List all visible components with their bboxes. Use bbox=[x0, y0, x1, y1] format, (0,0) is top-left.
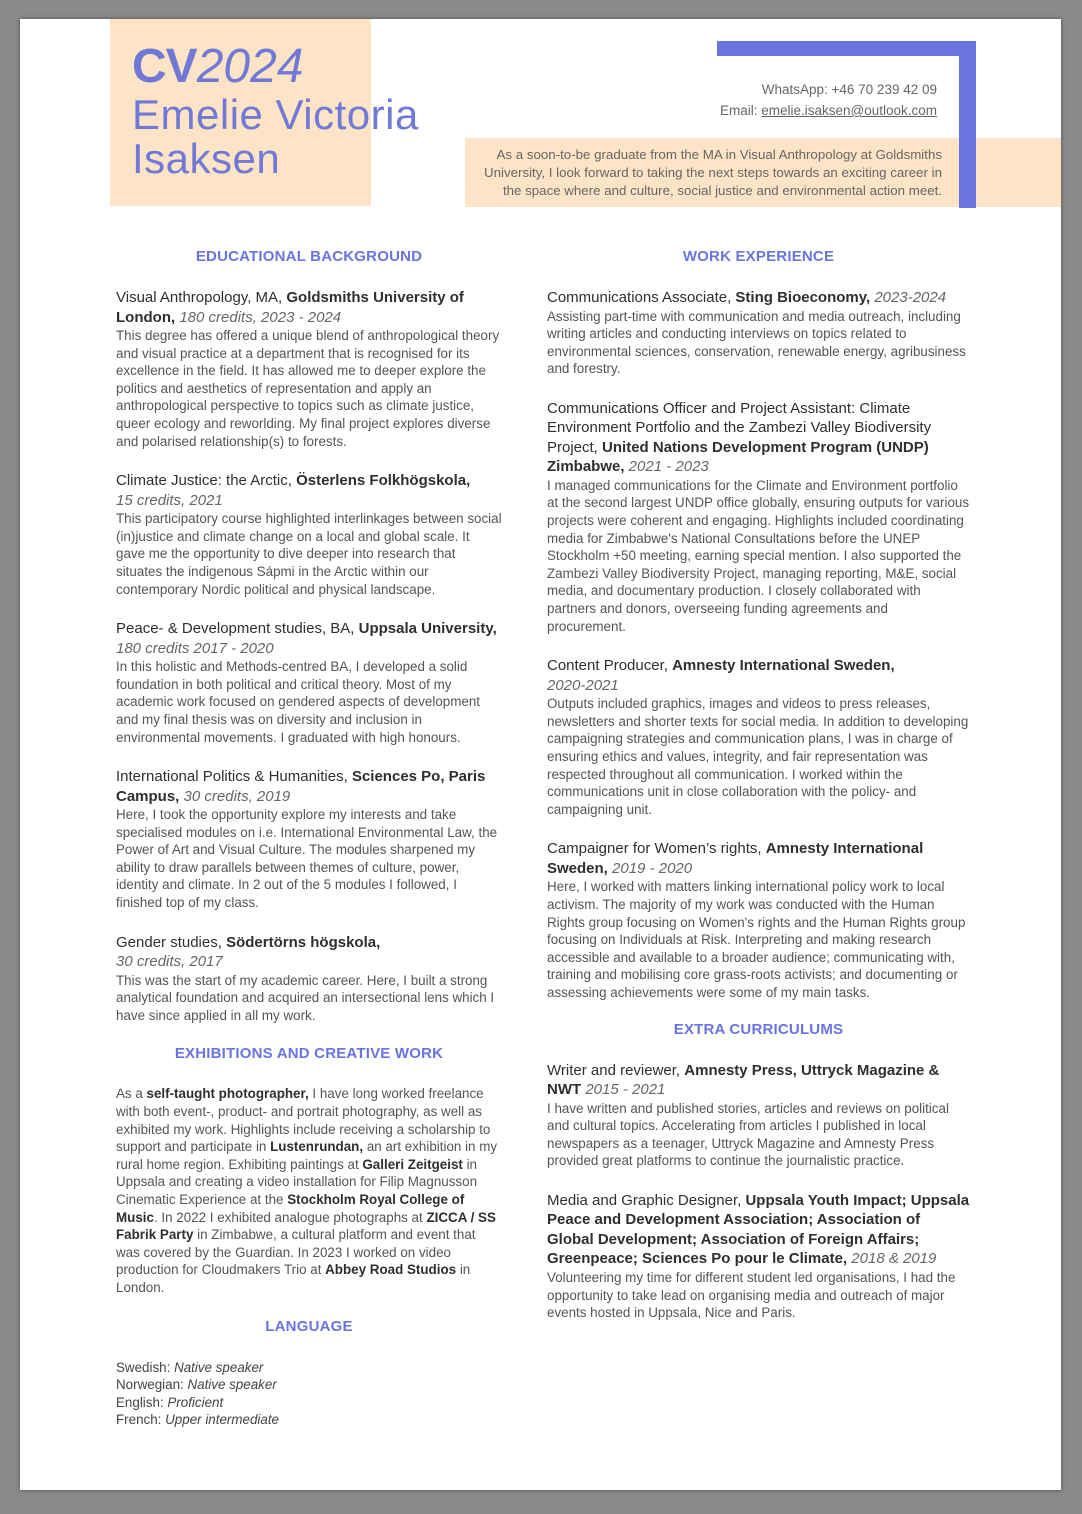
entry-description: I have written and published stories, articles and reviews on political and cultural topics. Accelerating from articles I published in local newspapers as a teenager, Uttryck Magazine and Amnesty Press provided great platforms to continue the journalistic practice. bbox=[547, 1100, 949, 1169]
intro-statement: As a soon-to-be graduate from the MA in Visual Anthropology at Goldsmiths University, I look forward to taking the next steps towards an exciting career in the space where and culture, social justice and environmental action meet. bbox=[484, 147, 942, 198]
work-entry-title bbox=[547, 839, 970, 878]
exhibitions-heading: EXHIBITIONS AND CREATIVE WORK bbox=[174, 1045, 444, 1063]
entry-date: 30 credits, 2019 bbox=[183, 787, 291, 805]
education-list bbox=[116, 288, 502, 1024]
name-line-1: Emelie Victoria bbox=[132, 91, 419, 138]
exhibitions-text bbox=[116, 1085, 502, 1296]
extra-entry bbox=[547, 1191, 970, 1322]
education-entry bbox=[116, 767, 502, 912]
work-entry-title bbox=[547, 399, 970, 477]
contact-info bbox=[720, 79, 937, 121]
entry-date: 2023-2024 bbox=[870, 289, 947, 306]
work-entry bbox=[547, 656, 970, 818]
entry-role: Media and Graphic Designer, bbox=[547, 1191, 746, 1209]
entry-organisation: Amnesty International Sweden, bbox=[672, 657, 895, 675]
language-level: Native speaker bbox=[174, 1359, 264, 1375]
entry-role: Content Producer, bbox=[547, 657, 673, 675]
exhibition-highlight: Lustenrundan, bbox=[270, 1139, 364, 1155]
entry-description: In this holistic and Methods-centred BA, I developed a solid foundation in both political and critical theory. Most of my academic work focused on gendered aspects of development and my final thesis was on diversity and inclusion in environmental movements. I graduated with high honours. bbox=[116, 659, 480, 745]
accent-bar-top bbox=[717, 41, 976, 56]
email-link[interactable]: emelie.isaksen@outlook.com bbox=[761, 103, 937, 118]
education-heading: EDUCATIONAL BACKGROUND bbox=[195, 248, 423, 265]
exhibition-text: in Zimbabwe, a cultural platform and event that was covered by the Guardian. In 2023 I worked on video production for Cloudmakers Trio at bbox=[116, 1227, 476, 1278]
entry-date: 180 credits, 2023 - 2024 bbox=[179, 308, 342, 326]
entry-date: 180 credits 2017 - 2020 bbox=[116, 639, 274, 657]
entry-organisation: United Nations Development Program (UNDP) bbox=[602, 438, 929, 456]
whatsapp-number: WhatsApp: +46 70 239 42 09 bbox=[761, 82, 937, 97]
exhibition-highlight: self-taught photographer, bbox=[146, 1086, 309, 1102]
education-entry bbox=[116, 471, 502, 598]
work-entry-title bbox=[547, 288, 970, 308]
entry-description: Outputs included graphics, images and videos to press releases, newsletters and shorter texts for social media. In addition to developing campaigning strategies and communication plans, I was in charge of ensuring ethics and values, integrity, and fair representation was respected throughout all communication. I worked within the communications unit in close collaboration with the policy- and campaigning unit. bbox=[547, 696, 969, 817]
entry-role: Communications Officer and Project Assistant: Climate Environment Portfolio and the Zambezi Valley Biodiversity Project, bbox=[547, 399, 932, 456]
cv-page bbox=[20, 19, 1061, 1490]
cv-title bbox=[132, 41, 303, 93]
exhibition-text: . In 2022 I exhibited analogue photographs at bbox=[153, 1209, 427, 1225]
education-entry-title bbox=[116, 471, 502, 510]
work-entry-title bbox=[547, 656, 970, 695]
work-list bbox=[547, 288, 970, 1002]
entry-role: Visual Anthropology, MA, bbox=[116, 289, 287, 306]
entry-organisation: Amnesty Press, Uttryck Magazine & NWT bbox=[547, 1061, 940, 1099]
entry-role: Gender studies, bbox=[116, 933, 227, 951]
extra-entry-title bbox=[547, 1061, 970, 1100]
accent-bar-right bbox=[959, 41, 976, 208]
exhibition-text: in Uppsala and creating a video installation for Filip Magnusson Cinematic Experience at the bbox=[116, 1156, 478, 1207]
entry-date: 30 credits, 2017 bbox=[116, 953, 223, 971]
entry-description: This was the start of my academic career. Here, I built a strong analytical foundation and acquired an intersectional lens which I have since applied in all my work. bbox=[116, 972, 495, 1023]
entry-role: Writer and reviewer, bbox=[547, 1061, 685, 1079]
exhibition-text: an art exhibition in my rural home region. Exhibiting paintings at bbox=[116, 1139, 498, 1172]
entry-description: This degree has offered a unique blend of anthropological theory and visual practice at a department that is recognised for its excellence in the field. It has allowed me to deeper explore the politics and aesthetics of representation and apply an anthropological perspective to topics such as climate justice, queer ecology and reworlding. My final project explores diverse and polarised relationship(s) to forests. bbox=[116, 328, 500, 449]
entry-organisation: Uppsala University, bbox=[358, 620, 497, 638]
language-name: French: bbox=[116, 1412, 166, 1428]
name-line-2: Isaksen bbox=[132, 135, 281, 182]
email-line bbox=[720, 100, 937, 121]
language-level: Upper intermediate bbox=[165, 1412, 280, 1428]
work-entry bbox=[547, 399, 970, 635]
entry-role: International Politics & Humanities, bbox=[116, 768, 352, 786]
language-level: Native speaker bbox=[187, 1377, 277, 1393]
entry-description: I managed communications for the Climate and Environment portfolio at the second largest UNDP office globally, ensuring outputs for various projects were coherent and engaging. Highlights included coordinating media for Zimbabwe's National Consultations before the UNEP Stockholm +50 meeting, earning special mention. I also supported the Zambezi Valley Biodiversity Project, managing reporting, M&E, social media, and documentary production. I closely collaborated with partners and donors, overseeing funding agreements and procurement. bbox=[547, 477, 970, 634]
exhibition-text: in London. bbox=[116, 1262, 471, 1295]
education-entry bbox=[116, 933, 502, 1025]
education-entry bbox=[116, 619, 502, 746]
extra-entry-title bbox=[547, 1191, 970, 1269]
entry-date: 2021 - 2023 bbox=[624, 458, 709, 476]
entry-organisation-location: Zimbabwe, bbox=[547, 458, 625, 476]
entry-role: Peace- & Development studies, BA, bbox=[116, 620, 359, 638]
education-entry-title bbox=[116, 288, 502, 327]
right-column bbox=[547, 247, 970, 1322]
language-item bbox=[116, 1394, 502, 1412]
entry-date: 2018 & 2019 bbox=[847, 1250, 937, 1268]
entry-organisation: Uppsala Youth Impact; Uppsala Peace and Development Association; Association of Global Development; Association of Foreign Affairs; Greenpeace; Sciences Po pour le Climate, bbox=[547, 1191, 970, 1268]
language-item bbox=[116, 1376, 502, 1394]
entry-description: Assisting part-time with communication and media outreach, including writing articles and conducting interviews on topics related to environmental sciences, conservation, renewable energy, agribusiness and forestry. bbox=[547, 308, 966, 377]
exhibition-highlight: ZICCA / SS Fabrik Party bbox=[116, 1209, 496, 1243]
entry-description: This participatory course highlighted interlinkages between social (in)justice and climate change on a local and global scale. It gave me the opportunity to dive deeper into research that situates the indigenous Sápmi in the Arctic within our contemporary Nordic political and physical landscape. bbox=[116, 511, 502, 597]
exhibition-text: As a bbox=[116, 1086, 147, 1102]
extra-entry bbox=[547, 1061, 970, 1170]
entry-description: Volunteering my time for different student led organisations, I had the opportunity to take lead on organising media and outreach of major events hosted in Uppsala, Nice and Paris. bbox=[547, 1269, 956, 1321]
cv-year: 2024 bbox=[196, 40, 304, 93]
entry-description: Here, I took the opportunity explore my interests and take specialised modules on i.e. International Environmental Law, the Power of Art and Visual Culture. The modules sharpened my ability to draw parallels between themes of culture, power, identity and climate. In 2 out of the 5 modules I followed, I finished top of my class. bbox=[116, 807, 498, 911]
language-heading: LANGUAGE bbox=[265, 1317, 353, 1335]
left-column bbox=[116, 247, 502, 1429]
work-entry bbox=[547, 288, 970, 378]
entry-role: Campaigner for Women’s rights, bbox=[547, 840, 766, 858]
entry-date: 2020-2021 bbox=[547, 676, 619, 694]
work-heading: WORK EXPERIENCE bbox=[682, 248, 835, 265]
language-item bbox=[116, 1411, 502, 1429]
language-item bbox=[116, 1359, 502, 1377]
entry-organisation: Sciences Po, Paris Campus, bbox=[116, 768, 486, 805]
entry-organisation: Österlens Folkhögskola, bbox=[296, 472, 471, 490]
language-list bbox=[116, 1359, 502, 1429]
entry-date: 2019 - 2020 bbox=[607, 859, 693, 877]
entry-date: 2015 - 2021 bbox=[581, 1081, 666, 1099]
entry-organisation: Södertörns högskola, bbox=[226, 933, 381, 951]
cv-label: CV bbox=[132, 40, 197, 93]
exhibition-highlight: Galleri Zeitgeist bbox=[362, 1156, 463, 1172]
person-name bbox=[132, 93, 419, 181]
entry-organisation: Sting Bioeconomy, bbox=[735, 289, 871, 306]
exhibition-highlight: Stockholm Royal College of Music bbox=[116, 1192, 465, 1225]
email-label: Email: bbox=[719, 103, 762, 118]
exhibition-text: I have long worked freelance with both event-, product- and portrait photography, as well as exhibited my work. Highlights include receiving a scholarship to support and participate in bbox=[116, 1086, 491, 1155]
language-name: Swedish: bbox=[116, 1359, 175, 1375]
education-entry-title bbox=[116, 619, 502, 658]
language-name: Norwegian: bbox=[116, 1377, 188, 1393]
entry-date: 15 credits, 2021 bbox=[116, 491, 223, 509]
language-name: English: bbox=[116, 1394, 168, 1410]
exhibition-highlight: Abbey Road Studios bbox=[325, 1262, 457, 1278]
education-entry-title bbox=[116, 933, 502, 972]
extra-heading: EXTRA CURRICULUMS bbox=[673, 1020, 844, 1038]
language-level: Proficient bbox=[167, 1394, 224, 1410]
extra-list bbox=[547, 1061, 970, 1322]
education-entry bbox=[116, 288, 502, 450]
entry-organisation: Amnesty International Sweden, bbox=[547, 840, 924, 877]
entry-role: Climate Justice: the Arctic, bbox=[116, 472, 297, 490]
entry-organisation: Goldsmiths University of London, bbox=[116, 289, 464, 326]
entry-description: Here, I worked with matters linking international policy work to local activism. The majority of my work was conducted with the Human Rights group focusing on Women's rights and the Human Rights group focusing on Individuals at Risk. Interpreting and making research accessible and available to a broader audience; communicating with, training and mobilising core grass-roots activists; and documenting or assessing achievements were some of my main tasks. bbox=[547, 879, 966, 1000]
education-entry-title bbox=[116, 767, 502, 806]
entry-role: Communications Associate, bbox=[547, 289, 736, 306]
work-entry bbox=[547, 839, 970, 1001]
